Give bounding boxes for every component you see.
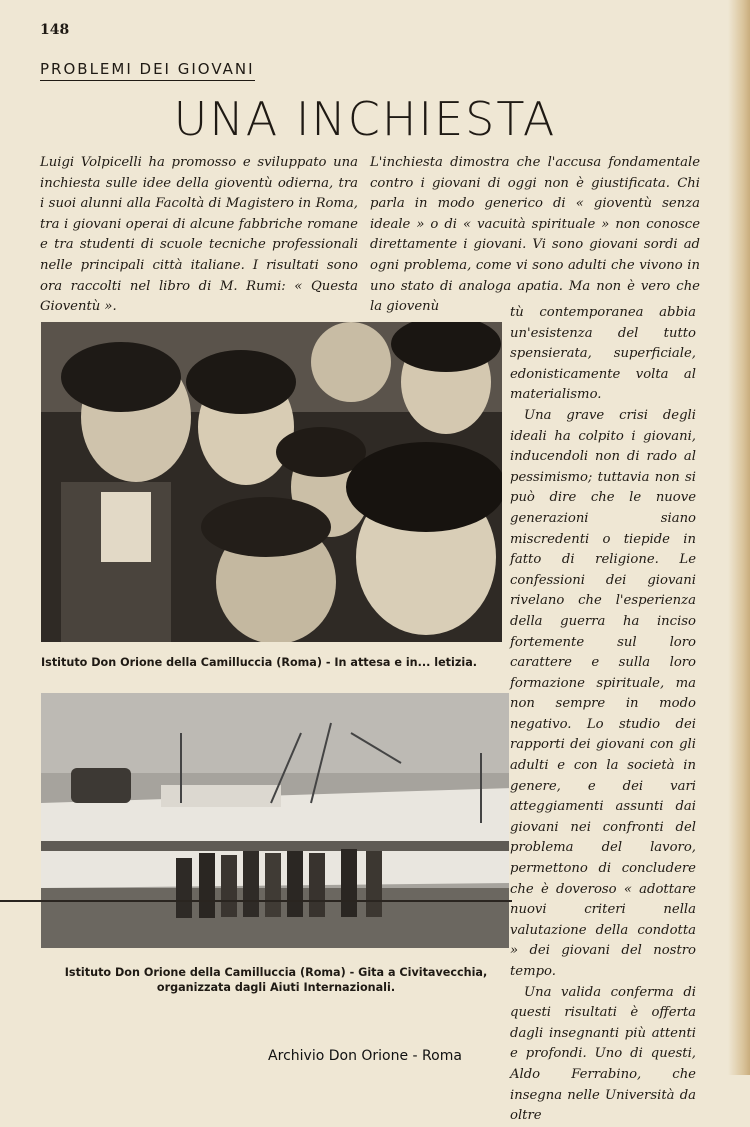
archive-footer: Archivio Don Orione - Roma [268, 1048, 462, 1064]
narrow-paragraph-1: tù contemporanea abbia un'esistenza del tutto spensierata, superficiale, edonisticamente volta al materialismo. [510, 305, 696, 403]
intro-column [40, 153, 358, 318]
intro-paragraph: Luigi Volpicelli ha promosso e sviluppato una inchiesta sulle idee della gioventù odierna, tra i suoi alunni alla Facoltà di Magistero in Roma, tra i giovani operai di alcune fabbriche romane e tra studenti di scuole tecniche professionali nelle principali città italiane. I risultati sono ora raccolti nel libro di M. Rumi: « Questa Gioventù ». [40, 155, 358, 315]
page-edge [728, 0, 750, 1075]
section-heading: PROBLEMI DEI GIOVANI [40, 60, 255, 81]
photo-boys [41, 322, 502, 642]
photo-boys-caption: Istituto Don Orione della Camilluccia (Roma) - In attesa e in... letizia. [41, 656, 478, 669]
cut-line [0, 900, 512, 902]
photo-ship [41, 693, 509, 948]
photo-ship-caption: Istituto Don Orione della Camilluccia (Roma) - Gita a Civitavecchia, organizzata dagli Aiuti Internazionali. [64, 966, 488, 994]
photo-ship-image [41, 693, 509, 948]
page-number: 148 [40, 22, 70, 38]
narrow-paragraph-3: Una valida conferma di questi risultati è offerta dagli insegnanti più attenti e profondi. Uno di questi, Aldo Ferrabino, che insegna nelle Università da oltre [510, 984, 696, 1124]
article-title: UNA INCHIESTA [173, 92, 557, 146]
narrow-paragraph-2: Una grave crisi degli ideali ha colpito i giovani, inducendoli non di rado al pessimismo; tuttavia non si può dire che le nuove generazioni siano miscredenti o tiepide in fatto di religione. Le confessioni dei giovani rivelano che l'esperienza della guerra ha inciso fortemente sul loro carattere e sulla loro formazione spirituale, ma non sempre in modo negativo. Lo studio dei rapporti dei giovani con gli adulti e con la società in genere, e dei vari atteggiamenti assunti dai giovani nei confronti del problema del lavoro, permettono di concludere che è doveroso « adottare nuovi criteri nella valutazione della condotta » dei giovani del nostro tempo. [510, 407, 696, 979]
right-top-paragraph: L'inchiesta dimostra che l'accusa fondamentale contro i giovani di oggi non è giustificata. Chi parla in modo generico di « gioventù senza ideale » o di « vacuità spirituale » non conosce direttamente i giovani. Vi sono giovani sordi ad ogni problema, come vi sono adulti che vivono in uno stato di analoga apatia. Ma non è vero che la giovenù [370, 155, 700, 315]
right-column-narrow [510, 303, 696, 1127]
right-column-top [370, 153, 700, 318]
photo-boys-image [41, 322, 502, 642]
